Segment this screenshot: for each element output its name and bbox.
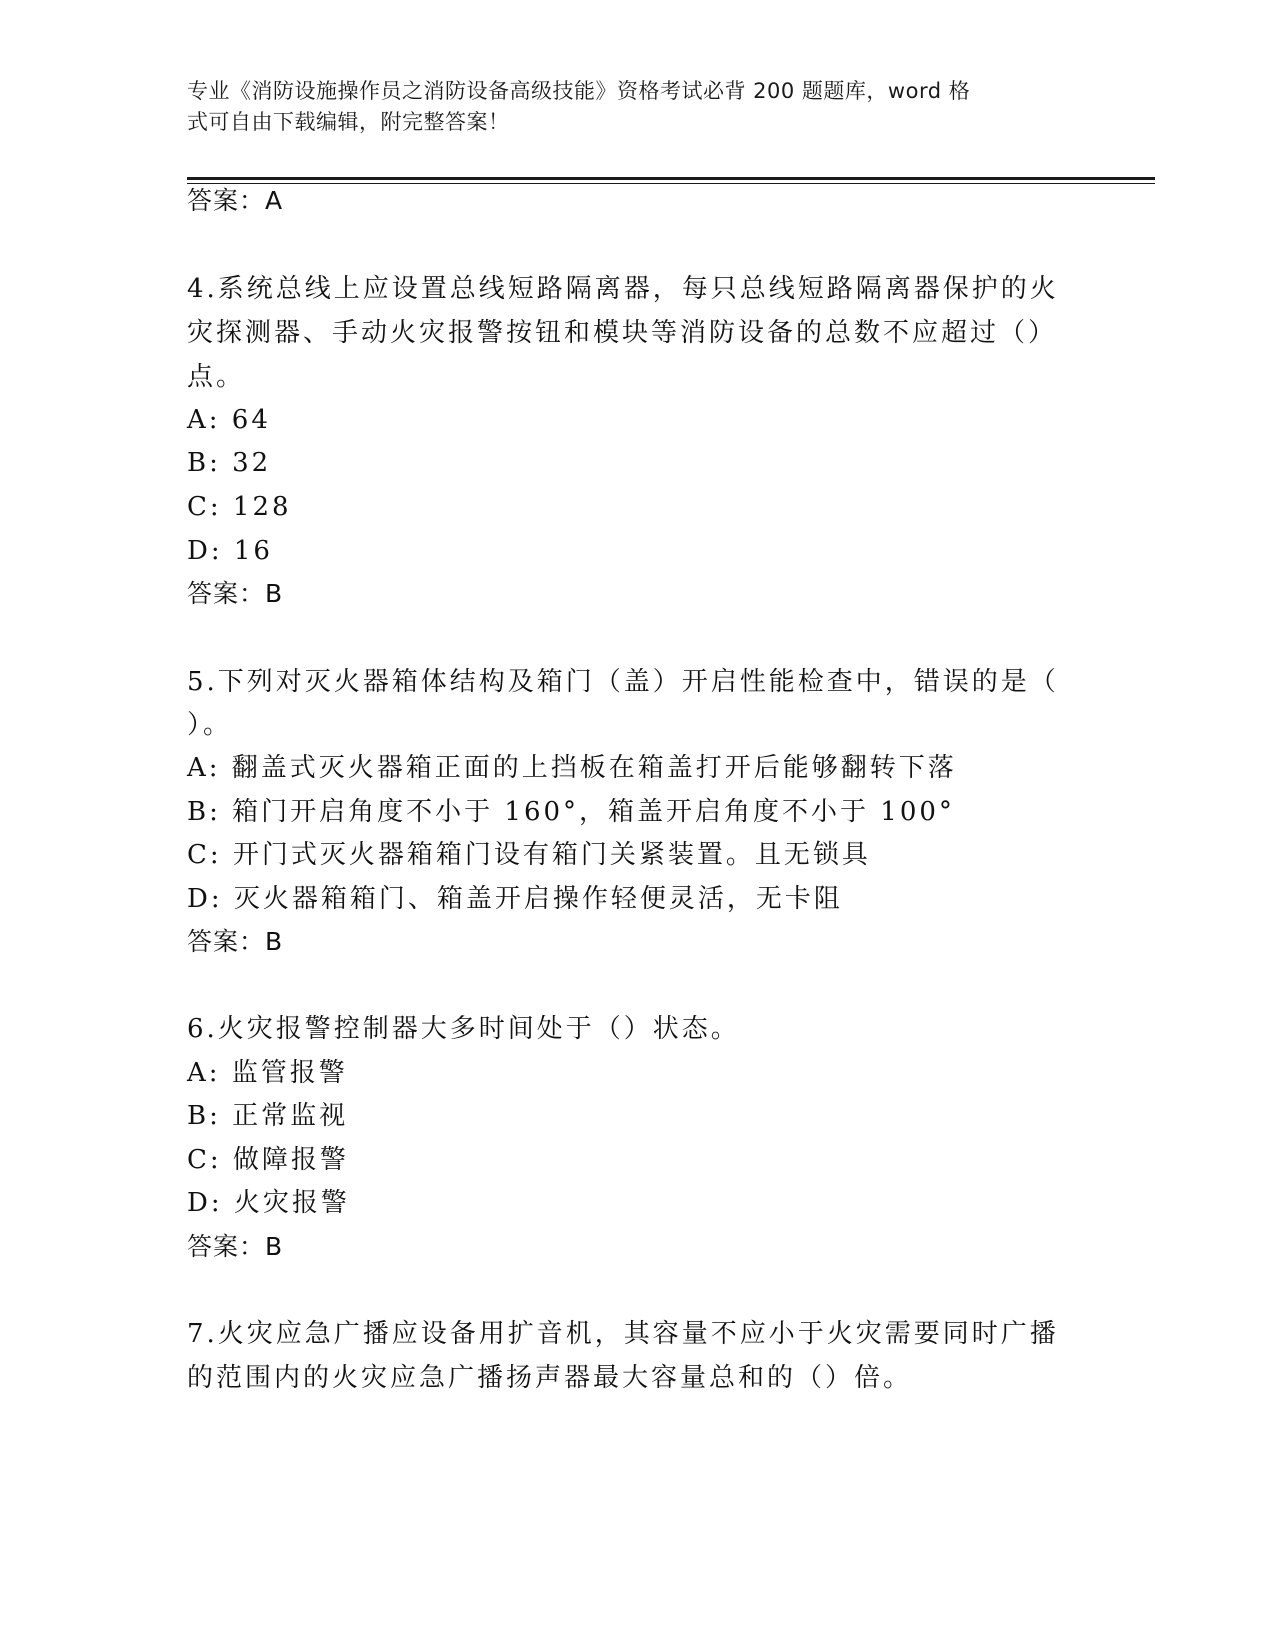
question-7-text-line-2: 的范围内的火灾应急广播扬声器最大容量总和的（）倍。 (187, 1363, 913, 1393)
question-4-text-line-1: 4.系统总线上应设置总线短路隔离器，每只总线短路隔离器保护的火 (187, 274, 1059, 304)
question-5-option-d: D: 灭火器箱箱门、箱盖开启操作轻便灵活，无卡阻 (187, 884, 843, 914)
question-6-option-c: C: 做障报警 (187, 1145, 349, 1175)
question-4-text-line-3: 点。 (187, 362, 246, 392)
question-6-option-d: D: 火灾报警 (187, 1188, 350, 1218)
question-7-text-line-1: 7.火灾应急广播应设备用扩音机，其容量不应小于火灾需要同时广播 (187, 1319, 1059, 1349)
q3-answer: 答案：A (187, 186, 284, 215)
question-5-option-c: C: 开门式灭火器箱箱门设有箱门关紧装置。且无锁具 (187, 840, 871, 870)
header-line-1: 专业《消防设施操作员之消防设备高级技能》资格考试必背 200 题题库，word 格 (187, 79, 971, 103)
question-5-answer: 答案：B (187, 927, 284, 956)
header-divider-thick (187, 177, 1155, 180)
question-4-option-d: D: 16 (187, 536, 273, 566)
question-5-text-line-2: ）。 (187, 710, 233, 740)
question-4-answer: 答案：B (187, 579, 284, 608)
question-6-text-line-1: 6.火灾报警控制器大多时间处于（）状态。 (187, 1014, 740, 1044)
question-5-option-a: A: 翻盖式灭火器箱正面的上挡板在箱盖打开后能够翻转下落 (187, 753, 957, 783)
question-4-option-b: B: 32 (187, 448, 272, 478)
header-divider-thin (187, 183, 1155, 184)
header-line-2: 式可自由下载编辑，附完整答案！ (187, 110, 510, 134)
question-4-option-c: C: 128 (187, 492, 292, 522)
question-6-answer: 答案：B (187, 1232, 284, 1261)
question-6-option-a: A: 监管报警 (187, 1058, 348, 1088)
question-6-option-b: B: 正常监视 (187, 1101, 349, 1131)
question-5-option-b: B: 箱门开启角度不小于 160°，箱盖开启角度不小于 100° (187, 797, 955, 827)
document-header (187, 76, 1067, 138)
question-4-text-line-2: 灾探测器、手动火灾报警按钮和模块等消防设备的总数不应超过（） (187, 318, 1058, 348)
question-5-text-line-1: 5.下列对灭火器箱体结构及箱门（盖）开启性能检查中，错误的是（ (187, 667, 1059, 697)
question-4-option-a: A: 64 (187, 405, 271, 435)
